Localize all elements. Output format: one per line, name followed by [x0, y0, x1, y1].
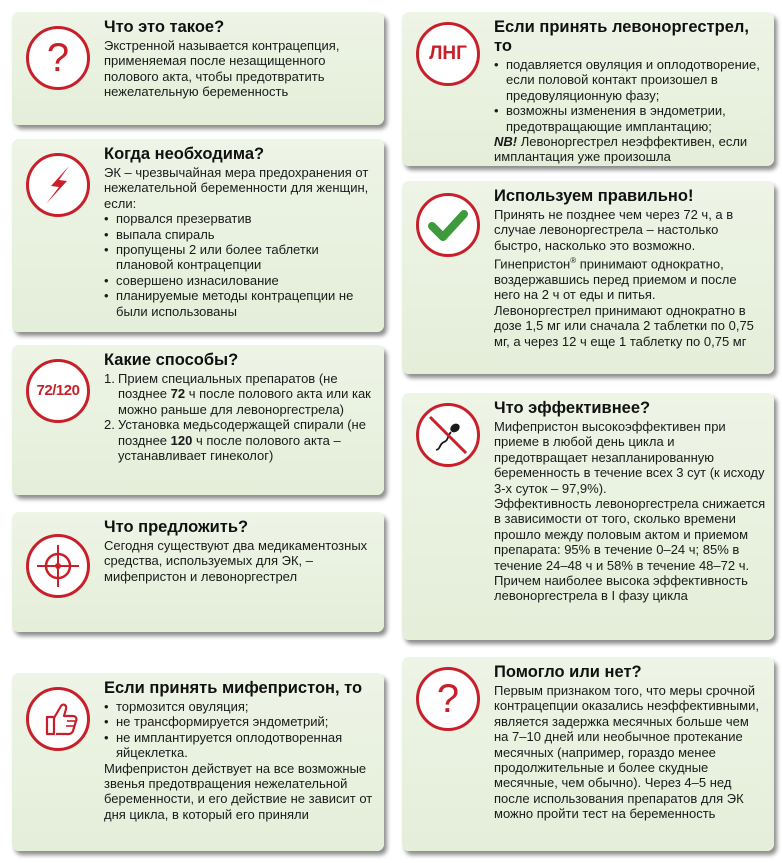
nb-label: NB! — [494, 134, 518, 150]
item-number: 2. — [104, 417, 115, 433]
item-number: 1. — [104, 371, 115, 386]
card-text: Экстренной называется контрацепция, применяемая после незащищенного полового акта, чтобы предотвратить нежелательную беременность — [104, 38, 340, 100]
nb-note — [494, 134, 766, 165]
list-item: • выпала спираль — [104, 227, 376, 242]
card-text: Сегодня существуют два медикаментозных средства, используемых для ЭК, – мифепристон и левоноргестрел — [104, 538, 368, 584]
item-text: Прием специальных препаратов (не позднее — [118, 371, 338, 402]
card-text-rest: принимают однократно, воздержавшись перед приемом и после него на 2 ч от еды и питья. — [494, 256, 737, 303]
hours-72-120-icon — [26, 359, 90, 423]
card-text: Эффективность левоноргестрела снижается в зависимости от того, сколько времени прошло между половым актом и приемом препарата: 95% в течение 0–24 ч; 85% в течение 24–48 ч и 58% в течение 48–72 ч. Причем наиболее высока эффективность левоноргестрела в I фазу цикла — [494, 496, 766, 604]
registered-mark: ® — [570, 256, 577, 266]
card-text: Первым признаком того, что меры срочной контрацепции оказались неэффективными, является задержка месячных больше чем на 7–10 дней или необычное протекание месячных (например, гораздо менее продолжительные и более скудные месячные, чем обычно). Через 4–5 нед после использования препаратов для ЭК можно пройти тест на беременность — [494, 683, 759, 822]
card-title: Что предложить? — [104, 518, 249, 536]
card-what-to-offer — [12, 512, 384, 632]
list-item: • тормозится овуляция; — [104, 699, 376, 714]
question-mark: ? — [436, 677, 460, 721]
effects-list — [104, 699, 376, 761]
list-item: • порвался презерватив — [104, 211, 376, 226]
list-item — [104, 417, 376, 463]
card-did-it-help — [402, 657, 774, 851]
card-title: Если принять левоноргестрел, то — [494, 18, 749, 55]
icon-label: 72/120 — [36, 382, 80, 399]
checkmark-icon — [416, 193, 480, 257]
icon-label: ЛНГ — [429, 43, 467, 64]
card-mifepristone — [12, 673, 384, 851]
card-title: Что эффективнее? — [494, 399, 651, 417]
card-text: Мифепристон действует на все возможные звенья предотвращения нежелательной беременности, и его действие не зависит от дня цикла, в который его приняли — [104, 760, 373, 822]
methods-list — [104, 371, 376, 463]
item-text: ч после полового акта или как можно раньше для левоноргестрела) — [118, 386, 371, 417]
conditions-list — [104, 211, 376, 319]
thumbs-up-icon — [26, 687, 90, 751]
card-title: Помогло или нет? — [494, 663, 642, 681]
question-mark: ? — [46, 36, 70, 80]
drug-name: Гинепристон — [494, 256, 571, 272]
list-item: • пропущены 2 или более таблетки плановой контрацепции — [104, 242, 376, 273]
card-text: Мифепристон высокоэффективен при приеме в любой день цикла и предотвращает незапланированную беременность в течение всех 3 сут (к исходу 3-х суток – 97,9%). — [494, 419, 765, 496]
list-item: • подавляется овуляция и оплодотворение, если половой контакт произошел в предовуляционную фазу; — [494, 57, 766, 103]
lightning-icon — [26, 153, 90, 217]
card-title: Если принять мифепристон, то — [104, 679, 363, 697]
card-text: Принять не позднее чем через 72 ч, а в случае левоноргестрела – настолько быстро, насколько это возможно. — [494, 207, 734, 253]
list-item: • не имплантируется оплодотворенная яйцеклетка. — [104, 730, 376, 761]
list-item: • не трансформируется эндометрий; — [104, 714, 376, 729]
crosshair-icon — [26, 534, 90, 598]
nb-text: Левоноргестрел неэффективен, если имплантация уже произошла — [494, 134, 748, 165]
card-methods — [12, 345, 384, 495]
card-what-is-it — [12, 12, 384, 125]
list-item: • планируемые методы контрацепции не были использованы — [104, 288, 376, 319]
list-item: • возможны изменения в эндометрии, предотвращающие имплантацию; — [494, 103, 766, 134]
hours-value: 72 — [170, 386, 186, 402]
lng-icon — [416, 22, 480, 86]
question-icon — [26, 26, 90, 90]
card-title: Используем правильно! — [494, 187, 694, 205]
question-icon — [416, 667, 480, 731]
card-title: Какие способы? — [104, 351, 239, 369]
list-item — [104, 371, 376, 417]
card-text: Левоноргестрел принимают однократно в дозе 1,5 мг или сначала 2 таблетки по 0,75 мг, а через 12 ч еще 1 таблетку по 0,75 мг — [494, 302, 754, 349]
list-item: • совершено изнасилование — [104, 273, 376, 288]
card-title: Что это такое? — [104, 18, 225, 36]
no-sperm-icon — [416, 403, 480, 467]
card-more-effective — [402, 393, 774, 640]
card-text — [494, 253, 766, 303]
item-text: Установка медьсодержащей спирали (не позднее — [118, 417, 366, 448]
card-when-needed — [12, 139, 384, 332]
effects-list — [494, 57, 766, 134]
card-use-correctly — [402, 181, 774, 374]
card-levonorgestrel — [402, 12, 774, 166]
card-title: Когда необходима? — [104, 145, 265, 163]
hours-value: 120 — [170, 432, 193, 448]
item-text: ч после полового акта – устанавливает гинеколог) — [118, 432, 341, 464]
card-intro: ЭК – чрезвычайная мера предохранения от нежелательной беременности для женщин, если: — [104, 165, 369, 211]
